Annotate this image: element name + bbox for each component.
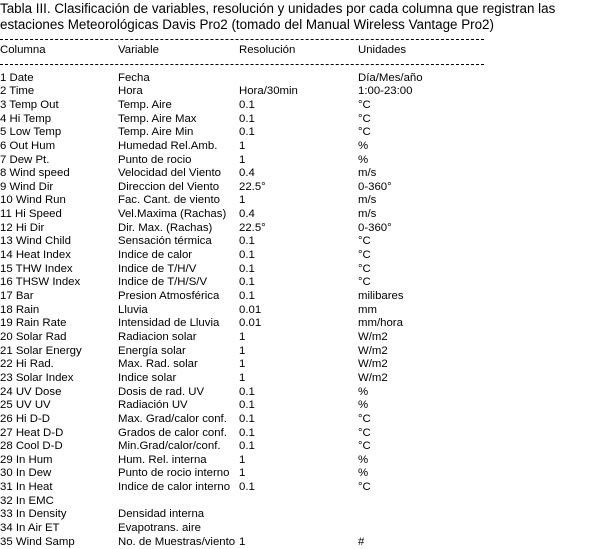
cell-variable: Energía solar xyxy=(118,344,186,357)
cell-variable: Radiación UV xyxy=(118,399,188,412)
cell-variable: Densidad interna xyxy=(118,508,205,521)
cell-columna: 6 Out Hum xyxy=(0,139,56,152)
cell-resolucion: Hora/30min xyxy=(239,85,298,98)
table-row xyxy=(0,454,608,468)
table-row xyxy=(0,345,608,359)
cell-columna: 14 Heat Index xyxy=(0,249,71,262)
cell-resolucion: 0.1 xyxy=(239,276,255,289)
cell-resolucion: 0.1 xyxy=(239,426,255,439)
cell-resolucion: 0.4 xyxy=(239,167,255,180)
cell-columna: 24 UV Dose xyxy=(0,385,62,398)
cell-resolucion: 0.1 xyxy=(239,98,255,111)
cell-unidades: % xyxy=(358,467,369,480)
cell-resolucion: 0.1 xyxy=(239,290,255,302)
cell-variable: Hora xyxy=(118,85,143,98)
cell-columna: 17 Bar xyxy=(0,290,34,302)
cell-variable: Dosis de rad. UV xyxy=(118,385,205,398)
cell-columna: 10 Wind Run xyxy=(0,194,66,207)
cell-unidades: °C xyxy=(358,426,371,439)
cell-unidades: °C xyxy=(358,249,371,262)
cell-unidades: °C xyxy=(358,276,371,289)
cell-unidades: # xyxy=(358,535,365,548)
table-row xyxy=(0,222,608,236)
cell-unidades: W/m2 xyxy=(358,344,388,357)
cell-variable: Punto de rocio xyxy=(118,153,192,166)
caption-line-1: Tabla III. Clasificación de variables, resolución y unidades por cada columna que registran las xyxy=(0,1,556,16)
cell-unidades: °C xyxy=(358,235,371,248)
header-columna: Columna xyxy=(0,44,46,56)
cell-columna: 23 Solar Index xyxy=(0,371,74,384)
cell-resolucion: 0.01 xyxy=(239,317,262,330)
cell-columna: 1 Date xyxy=(0,71,34,84)
cell-columna: 26 Hi D-D xyxy=(0,412,51,425)
cell-columna: 29 In Hum xyxy=(0,453,53,466)
cell-resolucion: 0.1 xyxy=(239,126,255,139)
cell-columna: 5 Low Temp xyxy=(0,126,62,139)
cell-variable: Radiacion solar xyxy=(118,330,197,343)
cell-variable: Min.Grad/calor/conf. xyxy=(118,440,221,453)
cell-variable: Max. Grad/calor conf. xyxy=(118,412,227,425)
cell-unidades: W/m2 xyxy=(358,358,388,371)
cell-columna: 21 Solar Energy xyxy=(0,344,82,357)
header-bottom-rule xyxy=(0,64,484,65)
cell-variable: Grados de calor conf. xyxy=(118,426,227,439)
table-row xyxy=(0,372,608,386)
cell-unidades: W/m2 xyxy=(358,371,388,384)
cell-variable: Velocidad del Viento xyxy=(118,167,222,180)
cell-variable: Indice de T/H/V xyxy=(118,262,197,275)
cell-unidades: W/m2 xyxy=(358,330,388,343)
table-row xyxy=(0,317,608,331)
cell-columna: 25 UV UV xyxy=(0,399,51,412)
cell-columna: 20 Solar Rad xyxy=(0,330,67,343)
cell-columna: 33 In Density xyxy=(0,508,67,521)
table-row xyxy=(0,290,608,304)
table-row xyxy=(0,194,608,208)
cell-columna: 13 Wind Child xyxy=(0,235,71,248)
cell-columna: 34 In Air ET xyxy=(0,522,60,535)
table-row xyxy=(0,126,608,140)
table-row xyxy=(0,208,608,222)
cell-resolucion: 0.1 xyxy=(239,262,255,275)
header-unidades: Unidades xyxy=(358,44,407,56)
cell-variable: Fecha xyxy=(118,71,150,84)
cell-columna: 8 Wind speed xyxy=(0,167,70,180)
table-row xyxy=(0,440,608,454)
cell-columna: 9 Wind Dir xyxy=(0,180,54,193)
table-row xyxy=(0,85,608,99)
header-resolucion: Resolución xyxy=(239,44,296,56)
cell-resolucion: 0.1 xyxy=(239,412,255,425)
table-row xyxy=(0,508,608,522)
table-row xyxy=(0,331,608,345)
cell-unidades: °C xyxy=(358,126,371,139)
cell-resolucion: 1 xyxy=(239,153,246,166)
table-row xyxy=(0,495,608,509)
cell-columna: 16 THSW Index xyxy=(0,276,81,289)
cell-variable: Vel.Maxima (Rachas) xyxy=(118,208,227,221)
cell-resolucion: 22.5° xyxy=(239,180,266,193)
cell-variable: Hum. Rel. interna xyxy=(118,453,207,466)
cell-resolucion: 0.1 xyxy=(239,385,255,398)
cell-unidades: m/s xyxy=(358,167,377,180)
cell-unidades: mm xyxy=(358,303,377,316)
cell-resolucion: 1 xyxy=(239,371,246,384)
cell-resolucion: 1 xyxy=(239,467,246,480)
cell-unidades: °C xyxy=(358,262,371,275)
cell-variable: Direccion del Viento xyxy=(118,180,220,193)
cell-variable: Max. Rad. solar xyxy=(118,358,198,371)
cell-resolucion: 1 xyxy=(239,194,246,207)
cell-resolucion: 0.1 xyxy=(239,481,255,494)
table-row xyxy=(0,386,608,400)
table-row xyxy=(0,276,608,290)
cell-variable: Lluvia xyxy=(118,303,148,316)
cell-columna: 15 THW Index xyxy=(0,262,73,275)
cell-columna: 7 Dew Pt. xyxy=(0,153,50,166)
cell-variable: Temp. Aire Max xyxy=(118,112,197,125)
table-row xyxy=(0,522,608,536)
table-row xyxy=(0,263,608,277)
table-row xyxy=(0,467,608,481)
table-row xyxy=(0,72,608,86)
cell-variable: Presion Atmosférica xyxy=(118,290,220,302)
cell-resolucion: 0.4 xyxy=(239,208,255,221)
cell-variable: Dir. Max. (Rachas) xyxy=(118,221,213,234)
cell-resolucion: 1 xyxy=(239,535,246,548)
cell-columna: 35 Wind Samp xyxy=(0,535,75,548)
table-row xyxy=(0,413,608,427)
cell-columna: 32 In EMC xyxy=(0,494,54,507)
cell-variable: Indice solar xyxy=(118,371,177,384)
cell-resolucion: 1 xyxy=(239,358,246,371)
table-row xyxy=(0,167,608,181)
cell-columna: 12 Hi Dir xyxy=(0,221,45,234)
cell-unidades: 0-360° xyxy=(358,221,392,234)
cell-columna: 18 Rain xyxy=(0,303,40,316)
header-top-rule xyxy=(0,39,484,40)
cell-unidades: % xyxy=(358,399,369,412)
cell-unidades: m/s xyxy=(358,194,377,207)
table-row xyxy=(0,399,608,413)
cell-columna: 31 In Heat xyxy=(0,481,53,494)
table-row xyxy=(0,181,608,195)
table-row xyxy=(0,113,608,127)
cell-unidades: 1:00-23:00 xyxy=(358,85,413,98)
cell-resolucion: 22.5° xyxy=(239,221,266,234)
cell-variable: Temp. Aire xyxy=(118,98,172,111)
cell-variable: Evapotrans. aire xyxy=(118,522,201,535)
cell-unidades: °C xyxy=(358,98,371,111)
cell-variable: Intensidad de Lluvia xyxy=(118,317,220,330)
cell-columna: 3 Temp Out xyxy=(0,98,59,111)
cell-variable: Indice de calor interno xyxy=(118,481,231,494)
cell-resolucion: 0.01 xyxy=(239,303,262,316)
cell-variable: Punto de rocio interno xyxy=(118,467,230,480)
table-row xyxy=(0,99,608,113)
cell-unidades: m/s xyxy=(358,208,377,221)
cell-resolucion: 0.1 xyxy=(239,440,255,453)
caption-line-2: estaciones Meteorológicas Davis Pro2 (tomado del Manual Wireless Vantage Pro2) xyxy=(0,17,494,32)
table-caption xyxy=(0,1,608,33)
cell-resolucion: 0.1 xyxy=(239,112,255,125)
cell-unidades: °C xyxy=(358,112,371,125)
cell-unidades: °C xyxy=(358,481,371,494)
cell-variable: Indice de T/H/S/V xyxy=(118,276,208,289)
cell-unidades: 0-360° xyxy=(358,180,392,193)
cell-variable: Indice de calor xyxy=(118,249,193,262)
cell-unidades: % xyxy=(358,453,369,466)
cell-unidades: Día/Mes/año xyxy=(358,71,423,84)
cell-resolucion: 0.1 xyxy=(239,399,255,412)
cell-columna: 22 Hi Rad. xyxy=(0,358,54,371)
cell-variable: No. de Muestras/viento xyxy=(118,535,236,548)
cell-unidades: % xyxy=(358,153,369,166)
table-header-row xyxy=(0,44,608,58)
cell-variable: Temp. Aire Min xyxy=(118,126,194,139)
cell-columna: 2 Time xyxy=(0,85,35,98)
cell-variable: Fac. Cant. de viento xyxy=(118,194,220,207)
table-row xyxy=(0,481,608,495)
table-row xyxy=(0,536,608,549)
cell-unidades: mm/hora xyxy=(358,317,403,330)
cell-columna: 4 Hi Temp xyxy=(0,112,52,125)
table-row xyxy=(0,427,608,441)
cell-columna: 28 Cool D-D xyxy=(0,440,63,453)
cell-columna: 27 Heat D-D xyxy=(0,426,64,439)
cell-unidades: °C xyxy=(358,440,371,453)
table-row xyxy=(0,249,608,263)
table-row xyxy=(0,140,608,154)
cell-resolucion: 1 xyxy=(239,330,246,343)
cell-columna: 30 In Dew xyxy=(0,467,52,480)
table-row xyxy=(0,304,608,318)
table-row xyxy=(0,154,608,168)
cell-resolucion: 1 xyxy=(239,453,246,466)
cell-columna: 19 Rain Rate xyxy=(0,317,67,330)
cell-columna: 11 Hi Speed xyxy=(0,208,62,221)
table-row xyxy=(0,235,608,249)
cell-unidades: °C xyxy=(358,412,371,425)
cell-unidades: % xyxy=(358,385,369,398)
cell-resolucion: 0.1 xyxy=(239,249,255,262)
cell-resolucion: 1 xyxy=(239,344,246,357)
cell-unidades: % xyxy=(358,139,369,152)
header-variable: Variable xyxy=(118,44,159,56)
cell-variable: Humedad Rel.Amb. xyxy=(118,139,218,152)
cell-unidades: milibares xyxy=(358,290,404,302)
cell-resolucion: 1 xyxy=(239,139,246,152)
cell-resolucion: 0.1 xyxy=(239,235,255,248)
table-row xyxy=(0,358,608,372)
cell-variable: Sensación térmica xyxy=(118,235,212,248)
